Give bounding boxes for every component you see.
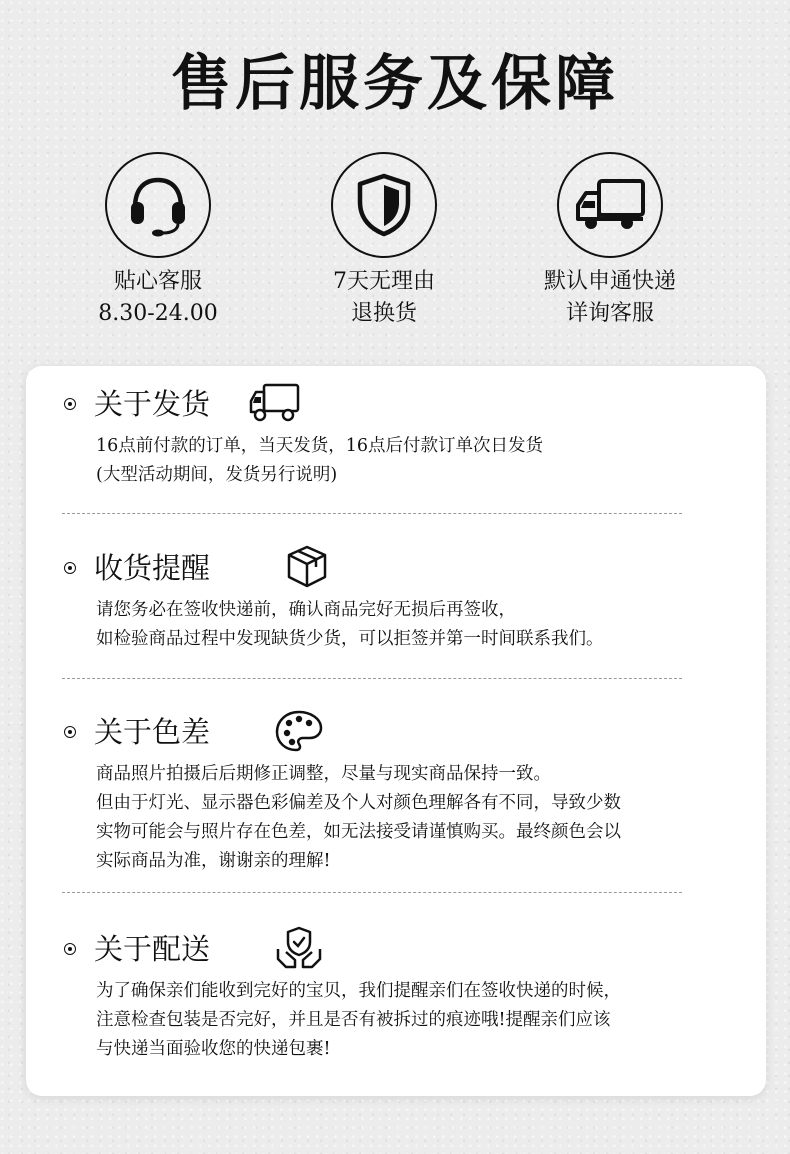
section-text-line: 16点前付款的订单，当天发货，16点后付款订单次日发货 <box>96 436 544 456</box>
section-divider <box>62 892 682 893</box>
section-title: 关于色差 <box>94 715 211 749</box>
section-title: 关于发货 <box>94 387 211 421</box>
headset-icon <box>125 172 191 238</box>
section-color-difference <box>62 712 702 876</box>
badge-ring <box>557 152 663 258</box>
section-text-line: 但由于灯光、显示器色彩偏差及个人对颜色理解各有不同，导致少数 <box>96 793 621 813</box>
bullet-icon <box>64 562 76 574</box>
package-box-icon <box>280 544 334 590</box>
badge-line1: 默认申通快递 <box>543 269 676 294</box>
section-header <box>62 712 702 758</box>
section-body <box>96 977 702 1064</box>
section-text-line: 实物可能会与照片存在色差，如无法接受请谨慎购买。最终颜色会以 <box>96 822 621 842</box>
section-delivery <box>62 929 702 1064</box>
section-body <box>96 760 702 876</box>
section-text-line: 商品照片拍摄后后期修正调整，尽量与现实商品保持一致。 <box>96 764 551 784</box>
badge-return-policy <box>264 152 504 330</box>
section-body <box>96 432 702 490</box>
section-text-line: 注意检查包装是否完好，并且是否有被拆过的痕迹哦!提醒亲们应该 <box>96 1010 611 1030</box>
section-text-line: (大型活动期间，发货另行说明) <box>96 465 338 485</box>
bullet-icon <box>64 726 76 738</box>
palette-icon <box>272 708 326 754</box>
badge-line2: 8.30-24.00 <box>98 301 218 326</box>
section-title: 关于配送 <box>94 932 211 966</box>
badge-ring <box>105 152 211 258</box>
section-text-line: 实际商品为准，谢谢亲的理解! <box>96 851 331 871</box>
badge-ring <box>331 152 437 258</box>
section-header <box>62 929 702 975</box>
section-text-line: 如检验商品过程中发现缺货少货，可以拒签并第一时间联系我们。 <box>96 629 604 649</box>
truck-icon <box>573 175 647 235</box>
section-header <box>62 548 702 594</box>
protected-hands-icon <box>272 925 326 971</box>
badge-shipping <box>490 152 730 330</box>
badge-line1: 贴心客服 <box>113 269 202 294</box>
section-header <box>62 384 702 430</box>
truck-icon <box>248 380 302 426</box>
section-receipt-reminder <box>62 548 702 654</box>
badge-line2: 详询客服 <box>565 301 654 326</box>
section-shipping <box>62 384 702 490</box>
section-body <box>96 596 702 654</box>
section-divider <box>62 678 682 679</box>
section-text-line: 请您务必在签收快递前，确认商品完好无损后再签收， <box>96 600 516 620</box>
badge-line1: 7天无理由 <box>333 269 435 294</box>
section-divider <box>62 513 682 514</box>
service-badges <box>0 150 790 340</box>
shield-icon <box>353 172 415 238</box>
section-text-line: 与快递当面验收您的快递包裹! <box>96 1039 331 1059</box>
section-text-line: 为了确保亲们能收到完好的宝贝，我们提醒亲们在签收快递的时候， <box>96 981 621 1001</box>
bullet-icon <box>64 943 76 955</box>
section-title: 收货提醒 <box>94 551 211 585</box>
badge-customer-service <box>38 152 278 330</box>
badge-line2: 退换货 <box>350 301 417 326</box>
page-title: 售后服务及保障 <box>171 49 619 119</box>
bullet-icon <box>64 398 76 410</box>
